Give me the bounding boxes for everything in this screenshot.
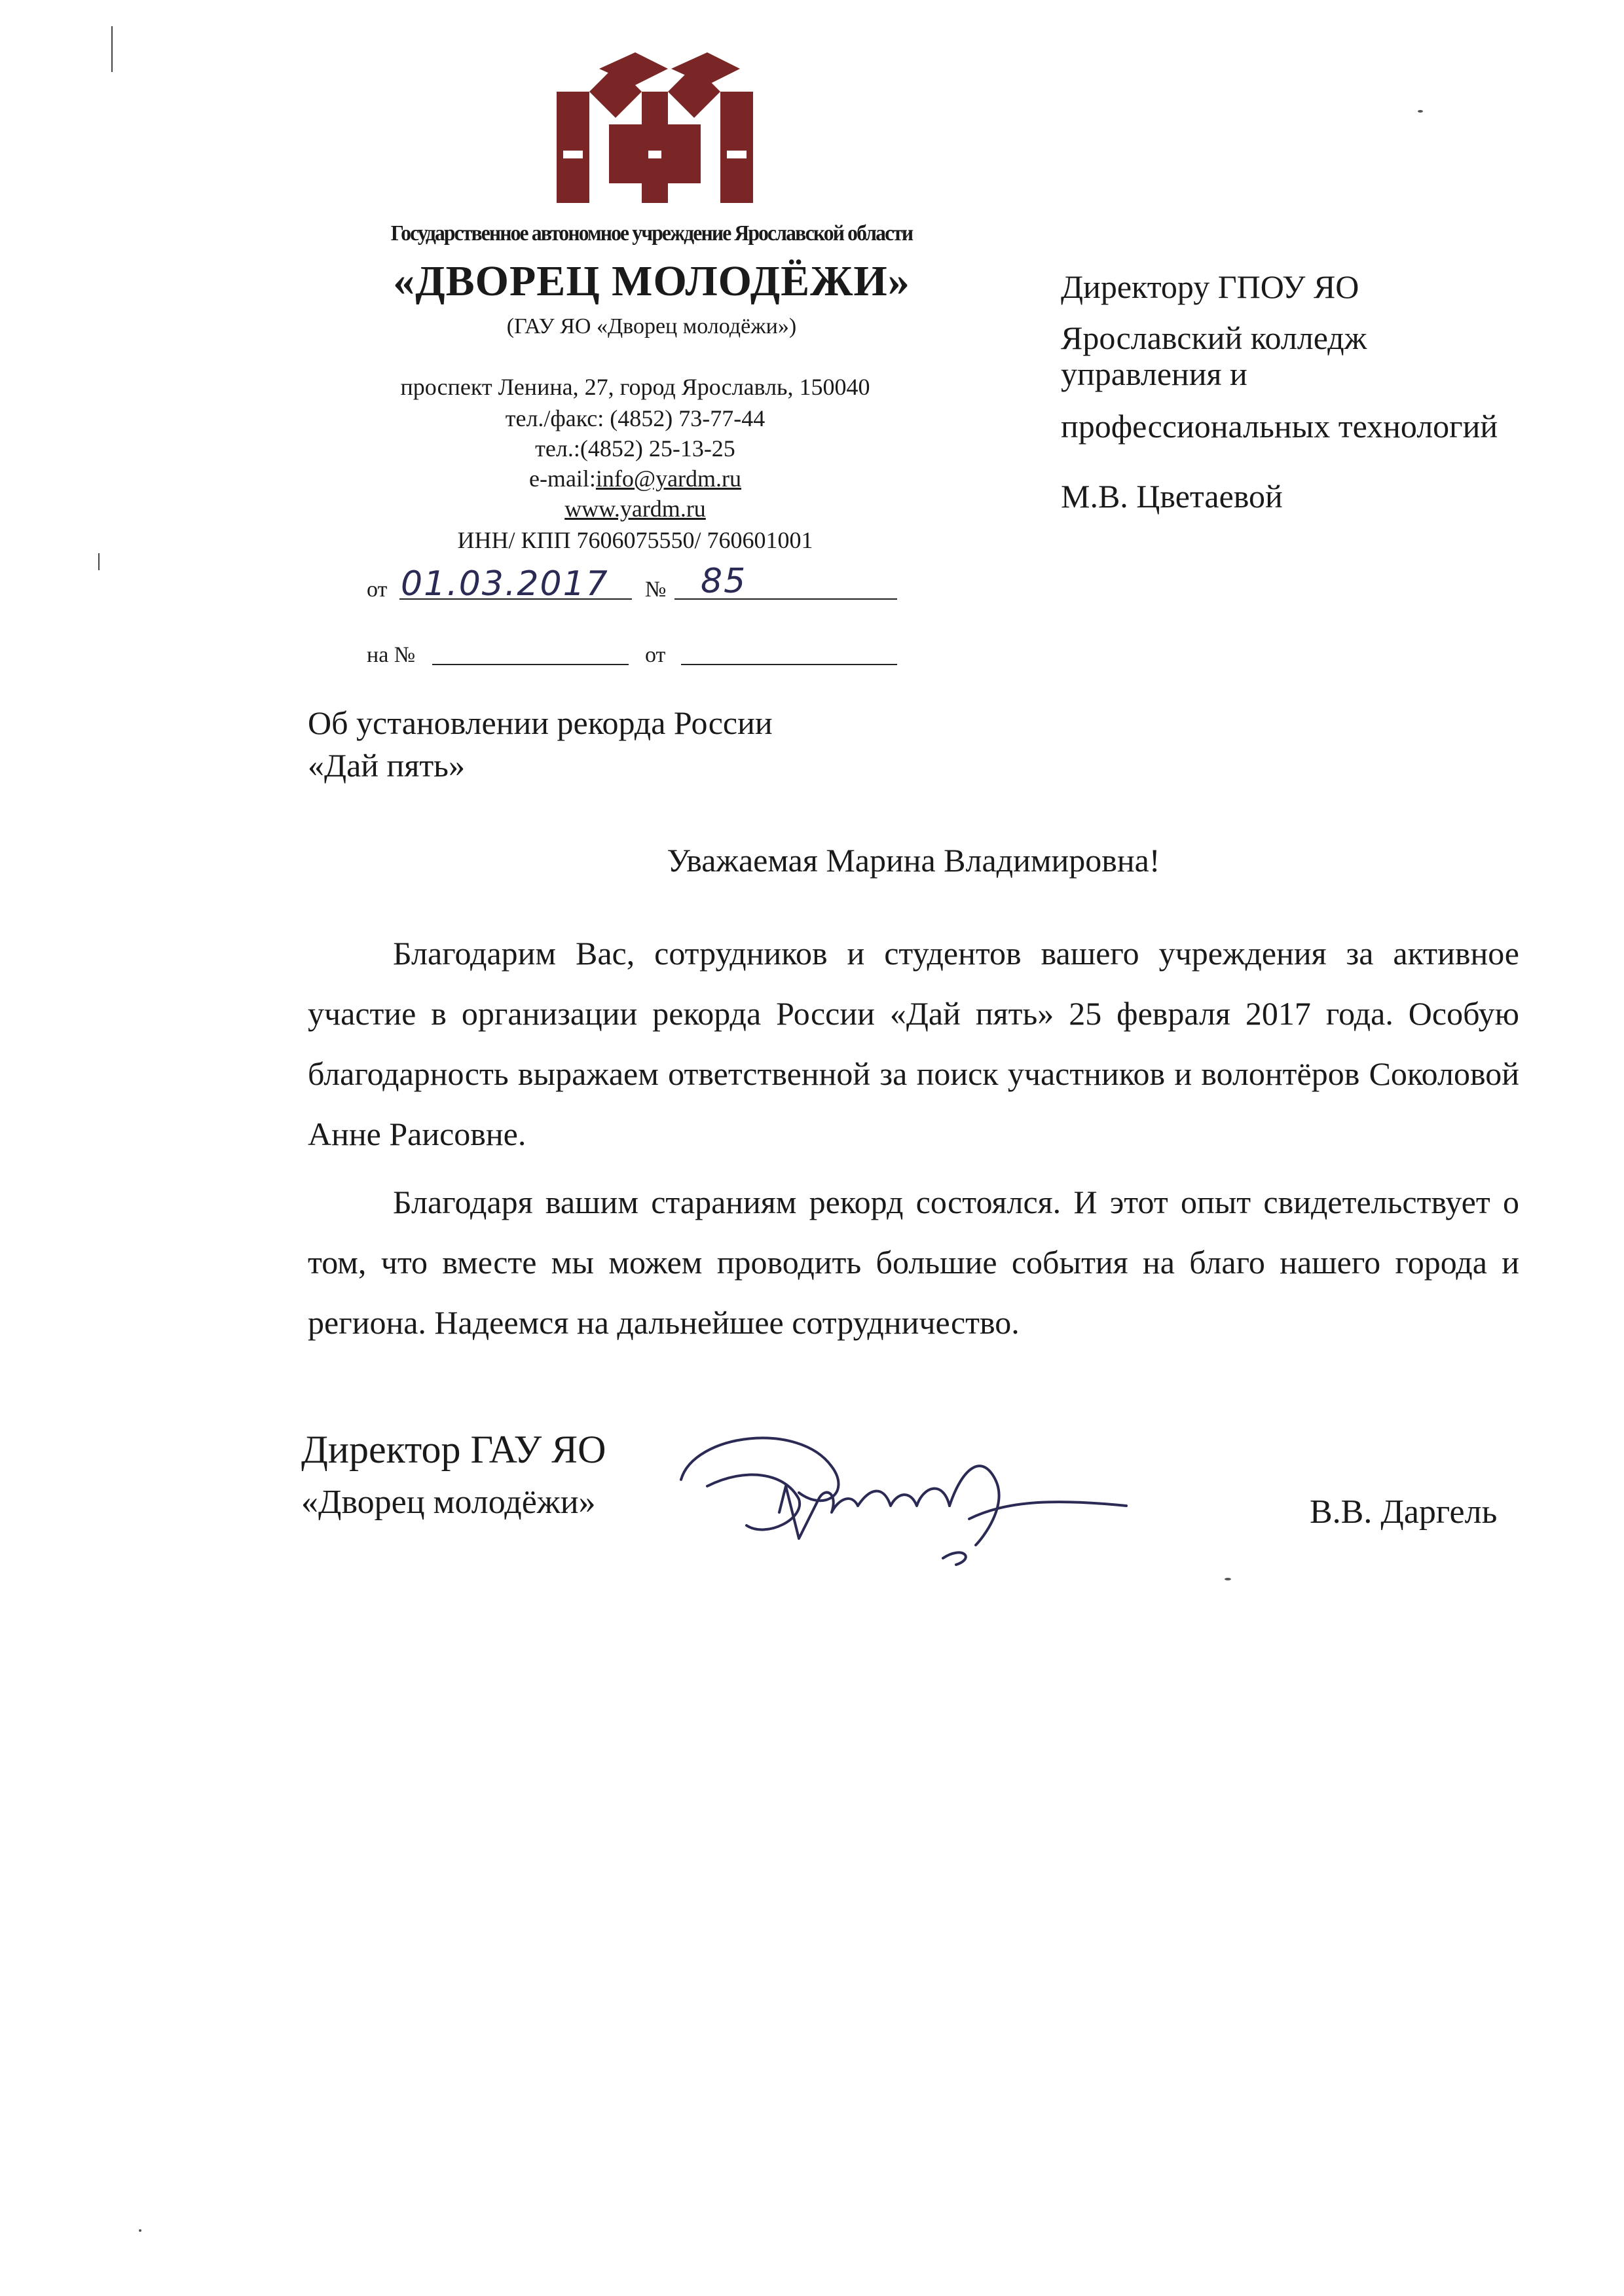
subject-line-1: Об установлении рекорда России bbox=[308, 704, 773, 741]
scan-mark bbox=[111, 26, 113, 72]
addressee-line-3: управления и bbox=[1061, 355, 1247, 392]
reply-from-label: от bbox=[645, 643, 666, 667]
reply-number-blank bbox=[432, 642, 629, 665]
subject-line-2: «Дай пять» bbox=[308, 747, 465, 784]
organization-type: Государственное автономное учреждение Ярославской области bbox=[390, 221, 913, 246]
letter-number: 85 bbox=[701, 562, 747, 601]
organization-tel: тел.:(4852) 25-13-25 bbox=[535, 435, 735, 462]
scan-speck bbox=[139, 2229, 141, 2232]
scan-mark bbox=[98, 553, 100, 570]
organization-inn-kpp: ИНН/ КПП 7606075550/ 760601001 bbox=[457, 527, 813, 553]
addressee-name: М.В. Цветаевой bbox=[1061, 478, 1283, 515]
email-label: e-mail: bbox=[528, 465, 596, 492]
reply-from-blank bbox=[681, 642, 897, 665]
organization-short-name: (ГАУ ЯО «Дворец молодёжи») bbox=[506, 314, 797, 338]
from-label: от bbox=[367, 577, 388, 602]
scan-speck bbox=[1225, 1578, 1231, 1580]
handwritten-signature bbox=[668, 1408, 1139, 1578]
number-label: № bbox=[645, 577, 667, 602]
letter-date: 01.03.2017 bbox=[401, 564, 609, 604]
signatory-organization: «Дворец молодёжи» bbox=[301, 1484, 596, 1521]
greeting: Уважаемая Марина Владимировна! bbox=[667, 842, 1160, 879]
addressee-line-4: профессиональных технологий bbox=[1061, 408, 1498, 445]
organization-tel-fax: тел./факс: (4852) 73-77-44 bbox=[505, 405, 766, 431]
scan-speck bbox=[1418, 110, 1423, 113]
organization-website-line bbox=[308, 495, 963, 522]
reply-number-label: на № bbox=[367, 643, 416, 667]
organization-logo bbox=[537, 52, 773, 210]
organization-email-line bbox=[308, 465, 963, 492]
signatory-title: Директор ГАУ ЯО bbox=[301, 1428, 606, 1471]
organization-address: проспект Ленина, 27, город Ярославль, 150040 bbox=[400, 374, 870, 400]
signatory-name: В.В. Даргель bbox=[1310, 1493, 1498, 1531]
addressee-line-1: Директору ГПОУ ЯО bbox=[1061, 268, 1359, 305]
website-link[interactable]: www.yardm.ru bbox=[564, 496, 706, 522]
body-paragraph-1: Благодарим Вас, сотрудников и студентов вашего учреждения за активное участие в организации рекорда России «Дай пять» 25 февраля 2017 года. Особую благодарность выражаем ответственной за поиск участников и волонтёров Соколовой Анне Раисовне. bbox=[308, 935, 1519, 1152]
email-link[interactable]: info@yardm.ru bbox=[595, 465, 742, 492]
addressee-line-2: Ярославский колледж bbox=[1061, 319, 1367, 356]
organization-name: «ДВОРЕЦ МОЛОДЁЖИ» bbox=[393, 257, 910, 305]
body-paragraph-2: Благодаря вашим стараниям рекорд состоялся. И этот опыт свидетельствует о том, что вместе мы можем проводить большие события на благо нашего города и региона. Надеемся на дальнейшее сотрудничество. bbox=[308, 1184, 1519, 1341]
